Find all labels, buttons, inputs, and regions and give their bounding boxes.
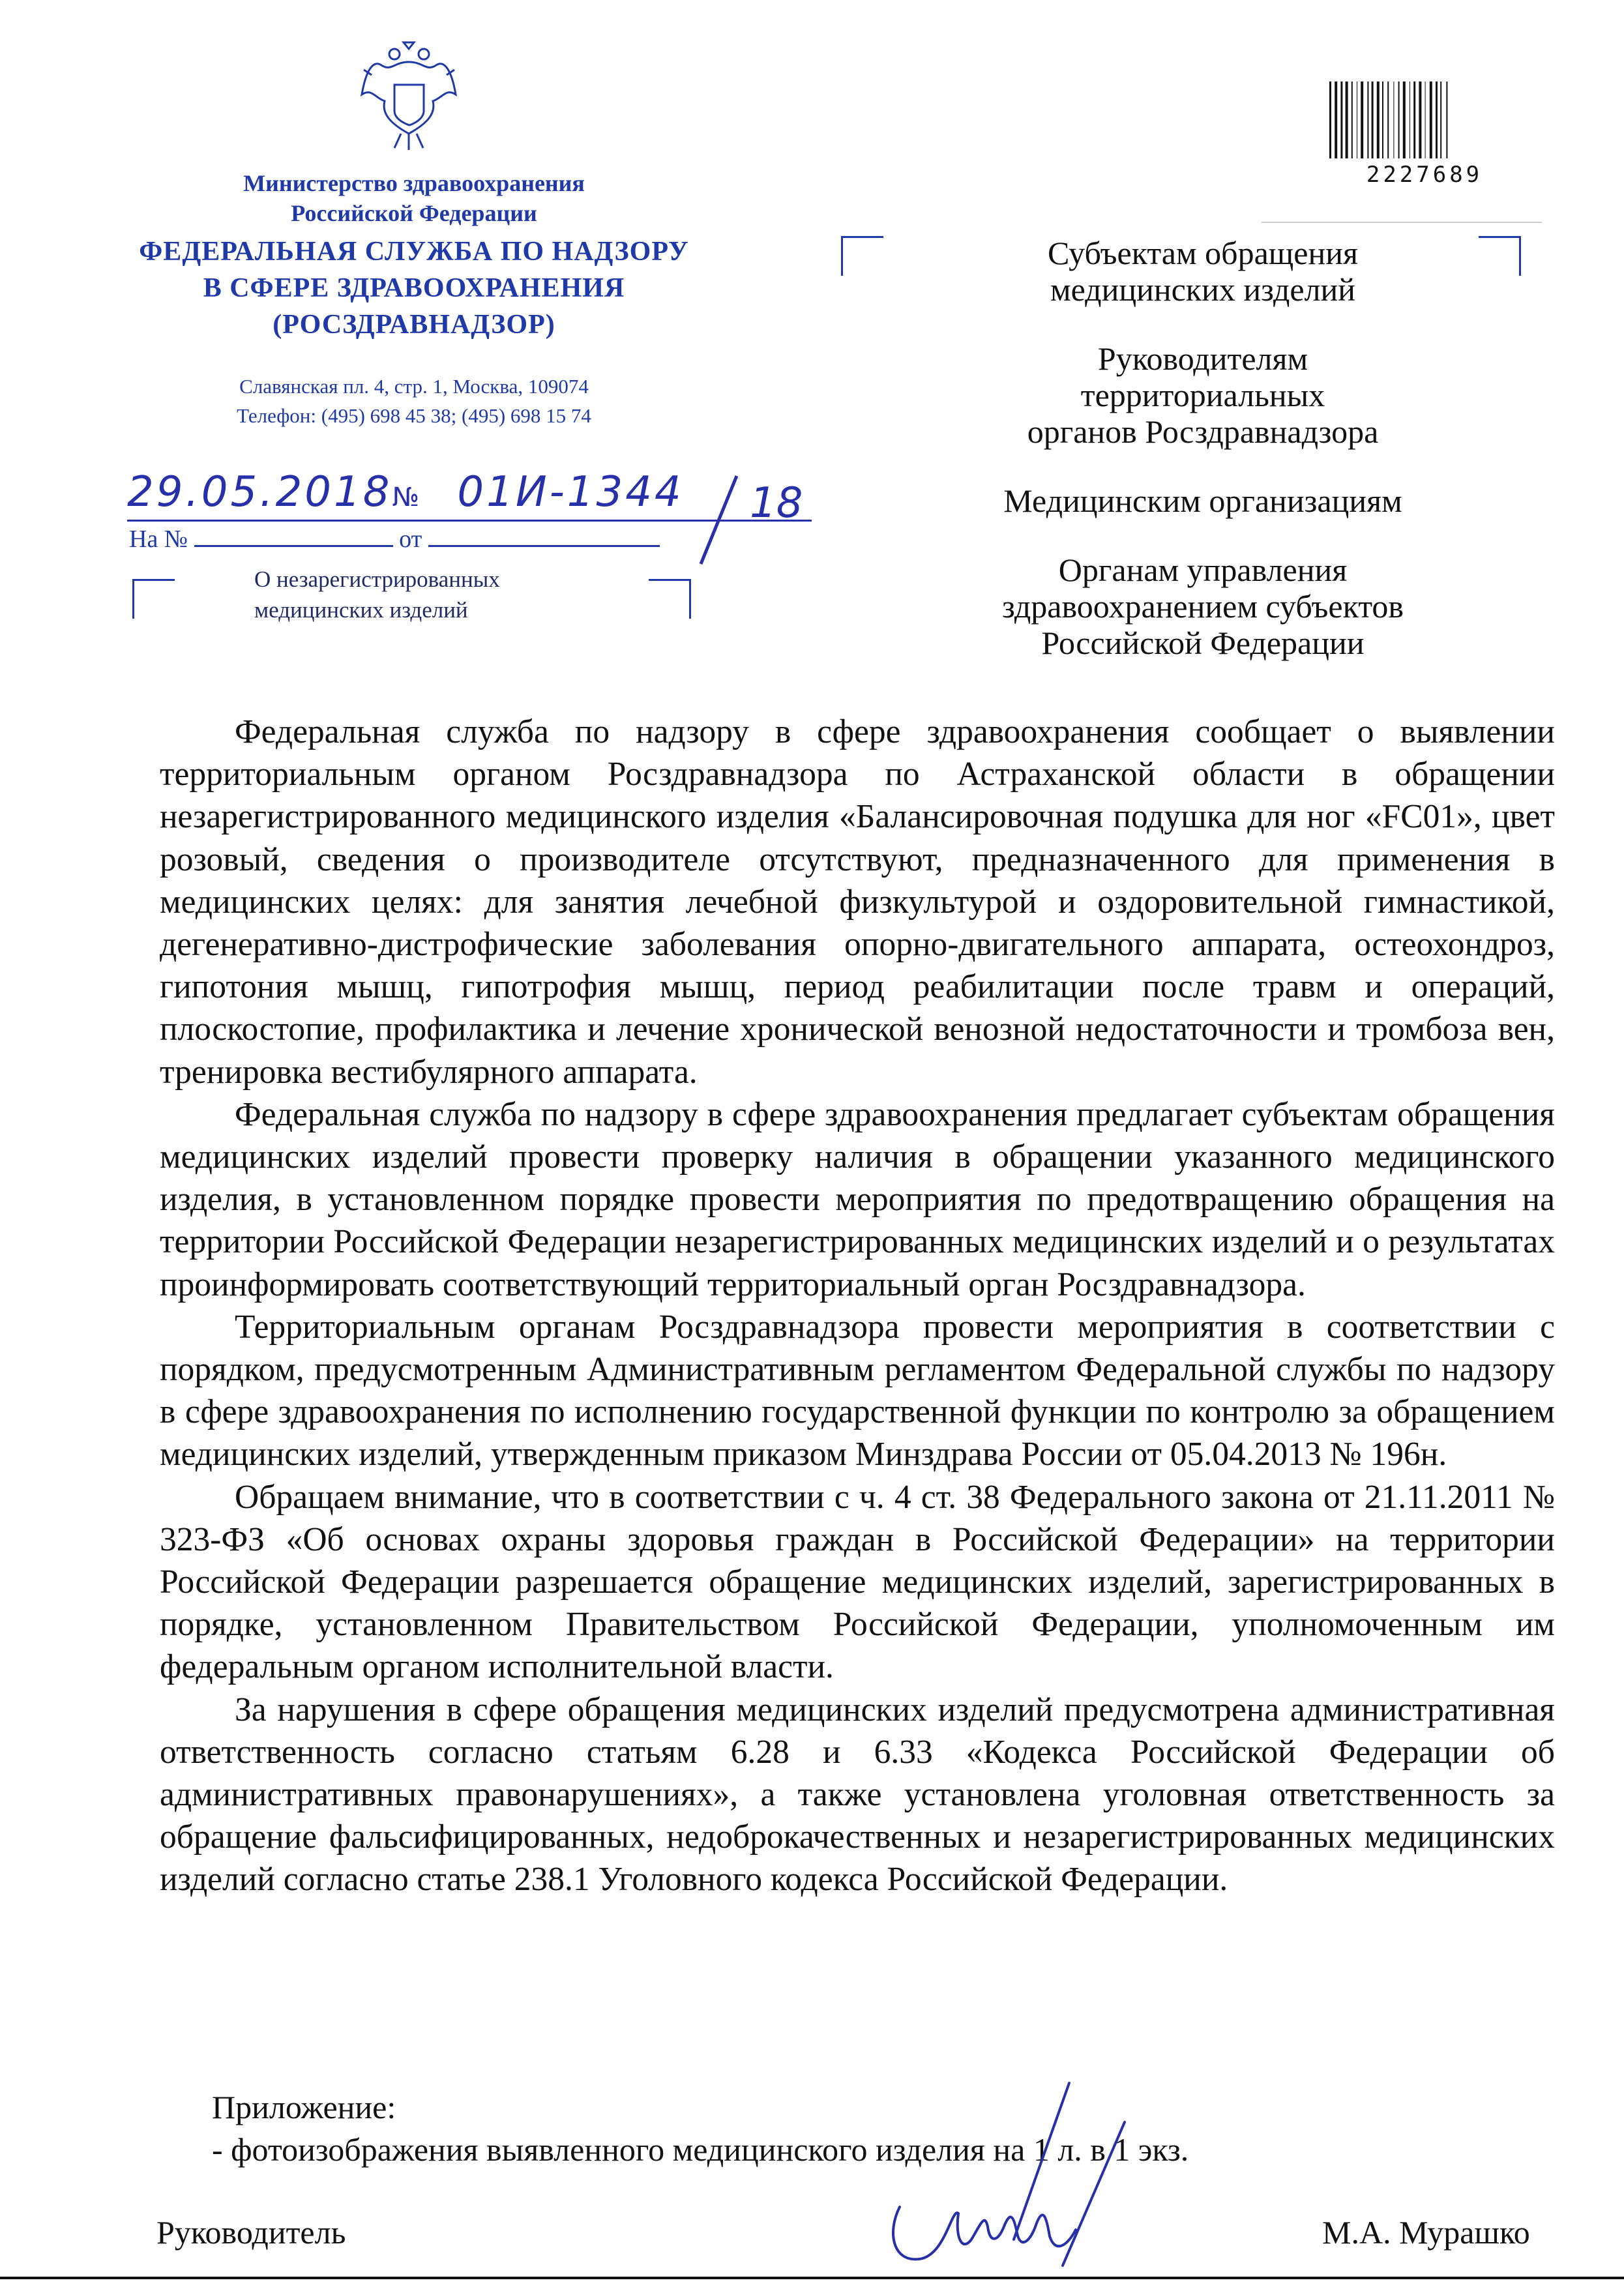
addressee-line: Медицинским организациям — [1003, 482, 1402, 519]
subject-line2: медицинских изделий — [254, 597, 468, 623]
handwritten-slash-icon — [691, 473, 750, 570]
barcode-bar — [1413, 81, 1415, 158]
barcode-bar — [1425, 81, 1426, 158]
signatory-title: Руководитель — [156, 2214, 346, 2251]
subject-line1: О незарегистрированных — [254, 567, 500, 592]
barcode-bar — [1346, 81, 1348, 158]
address-line: Славянская пл. 4, стр. 1, Москва, 109074 — [239, 375, 589, 398]
subject-corner-right — [649, 579, 691, 619]
barcode-bar — [1340, 81, 1342, 158]
barcode-bar — [1430, 81, 1432, 158]
body-paragraph: Обращаем внимание, что в соответствии с ч. 4 ст. 38 Федерального закона от 21.11.2011 № 323-ФЗ «Об основах охраны здоровья граждан в Российской Федерации» на территории Российской Федерации разрешается обращение медицинских изделий, зарегистрированных в порядке, установленном Правительством Российской Федерации, уполномоченным им федеральным органом исполнительной власти. — [160, 1478, 1555, 1686]
letterhead — [104, 168, 724, 430]
addressee-block — [945, 235, 1460, 694]
barcode-bar — [1329, 81, 1331, 158]
addressee-group — [945, 482, 1460, 519]
service-address — [104, 372, 724, 430]
barcode-bar — [1367, 81, 1368, 158]
barcode-bar — [1440, 81, 1441, 158]
barcode-bar — [1419, 81, 1421, 158]
barcode-bar — [1361, 81, 1363, 158]
registration-number: 01И-1344 — [457, 468, 684, 516]
addressee-line: медицинских изделий — [1050, 271, 1356, 308]
letter-body — [160, 711, 1555, 1901]
addressee-line: Руководителям — [1097, 340, 1308, 377]
addressee-group — [945, 552, 1460, 661]
body-paragraph: За нарушения в сфере обращения медицинских изделий предусмотрена административная ответственность согласно статьям 6.28 и 6.33 «Кодекса Российской Федерации об административных правонарушениях», а также установлена уголовная ответственность за обращение фальсифицированных, недоброкачественных и незарегистрированных медицинских изделий согласно статье 238.1 Уголовного кодекса Российской Федерации. — [160, 1691, 1555, 1899]
addressee-line: Органам управления — [1058, 552, 1348, 588]
reply-reference-line — [129, 525, 660, 554]
addressee-line: здравоохранением субъектов — [1001, 588, 1404, 625]
addressee-line: органов Росздравнадзора — [1027, 413, 1379, 450]
service-name — [104, 233, 724, 343]
addressee-corner-left — [841, 236, 883, 276]
appendix-item: - фотоизображения выявленного медицинского изделия на 1 л. в 1 экз. — [212, 2131, 1189, 2168]
service-name-line2: В СФЕРЕ ЗДРАВООХРАНЕНИЯ — [203, 273, 625, 303]
reply-date-blank — [428, 525, 660, 547]
barcode-bar — [1372, 81, 1374, 158]
from-label: от — [399, 525, 422, 553]
barcode-bar — [1398, 81, 1400, 158]
barcode-bar — [1335, 81, 1337, 158]
barcode-bar — [1393, 81, 1394, 158]
barcode-bar — [1351, 81, 1353, 158]
coat-of-arms-icon — [355, 36, 463, 153]
service-name-line3: (РОСЗДРАВНАДЗОР) — [273, 310, 555, 340]
barcode-bar — [1387, 81, 1389, 158]
barcode-bar — [1436, 81, 1438, 158]
handwritten-signature-icon — [874, 2077, 1160, 2272]
addressee-group — [945, 235, 1460, 308]
addressee-line: Российской Федерации — [1041, 625, 1365, 661]
addressee-line: территориальных — [1080, 377, 1325, 413]
registration-date: 29.05.2018 — [127, 468, 392, 516]
barcode-bar — [1446, 81, 1447, 158]
body-paragraph: Федеральная служба по надзору в сфере здравоохранения предлагает субъектам обращения медицинских изделий провести проверку наличия в обращении указанного медицинского изделия, в установленном порядке провести мероприятия по предотвращению обращения на территории Российской Федерации незарегистрированных медицинских изделий и о результатах проинформировать соответствующий территориальный орган Росздравнадзора. — [160, 1095, 1555, 1303]
body-paragraph: Территориальным органам Росздравнадзора провести мероприятия в соответствии с порядком, предусмотренным Административным регламентом Федеральной службы по надзору в сфере здравоохранения по исполнению государственной функции по контролю за обращением медицинских изделий, утвержденным приказом Минздрава России от 05.04.2013 № 196н. — [160, 1308, 1555, 1473]
number-sign: № — [392, 482, 422, 512]
barcode-bar — [1382, 81, 1383, 158]
body-paragraph: Федеральная служба по надзору в сфере здравоохранения сообщает о выявлении территориальным органом Росздравнадзора по Астраханской области в обращении незарегистрированного медицинского изделия «Балансировочная подушка для ног «FC01», цвет розовый, сведения о производителе отсутствуют, предназначенного для применения в медицинских целях: для занятия лечебной физкультурой и оздоровительной гимнастикой, дегенеративно-дистрофические заболевания опорно-двигательного аппарата, остеохондроз, гипотония мышц, гипотрофия мышц, период реабилитации после травм и операций, плоскостопие, профилактика и лечение хронической венозной недостаточности и тромбоза вен, тренировка вестибулярного аппарата. — [160, 713, 1555, 1091]
ministry-name-line2: Российской Федерации — [291, 200, 537, 226]
registration-year: 18 — [750, 479, 803, 527]
barcode-number: 2227689 — [1366, 162, 1483, 188]
bottom-rule — [0, 2277, 1624, 2279]
ministry-name-line1: Министерство здравоохранения — [243, 170, 585, 196]
service-name-line1: ФЕДЕРАЛЬНАЯ СЛУЖБА ПО НАДЗОРУ — [139, 237, 689, 267]
reply-number-blank — [194, 525, 393, 547]
subject-corner-left — [132, 579, 175, 619]
appendix-label: Приложение: — [212, 2089, 396, 2125]
barcode-icon — [1327, 81, 1522, 163]
reply-to-label: На № — [129, 525, 188, 553]
signatory-name: М.А. Мурашко — [1322, 2214, 1530, 2251]
barcode-bar — [1403, 81, 1406, 158]
phone-line: Телефон: (495) 698 45 38; (495) 698 15 74 — [237, 404, 591, 427]
addressee-corner-right — [1479, 236, 1521, 276]
addressee-line: Субъектам обращения — [1048, 235, 1358, 271]
addressee-group — [945, 340, 1460, 450]
barcode-bar — [1377, 81, 1380, 158]
letter-subject — [254, 564, 500, 625]
